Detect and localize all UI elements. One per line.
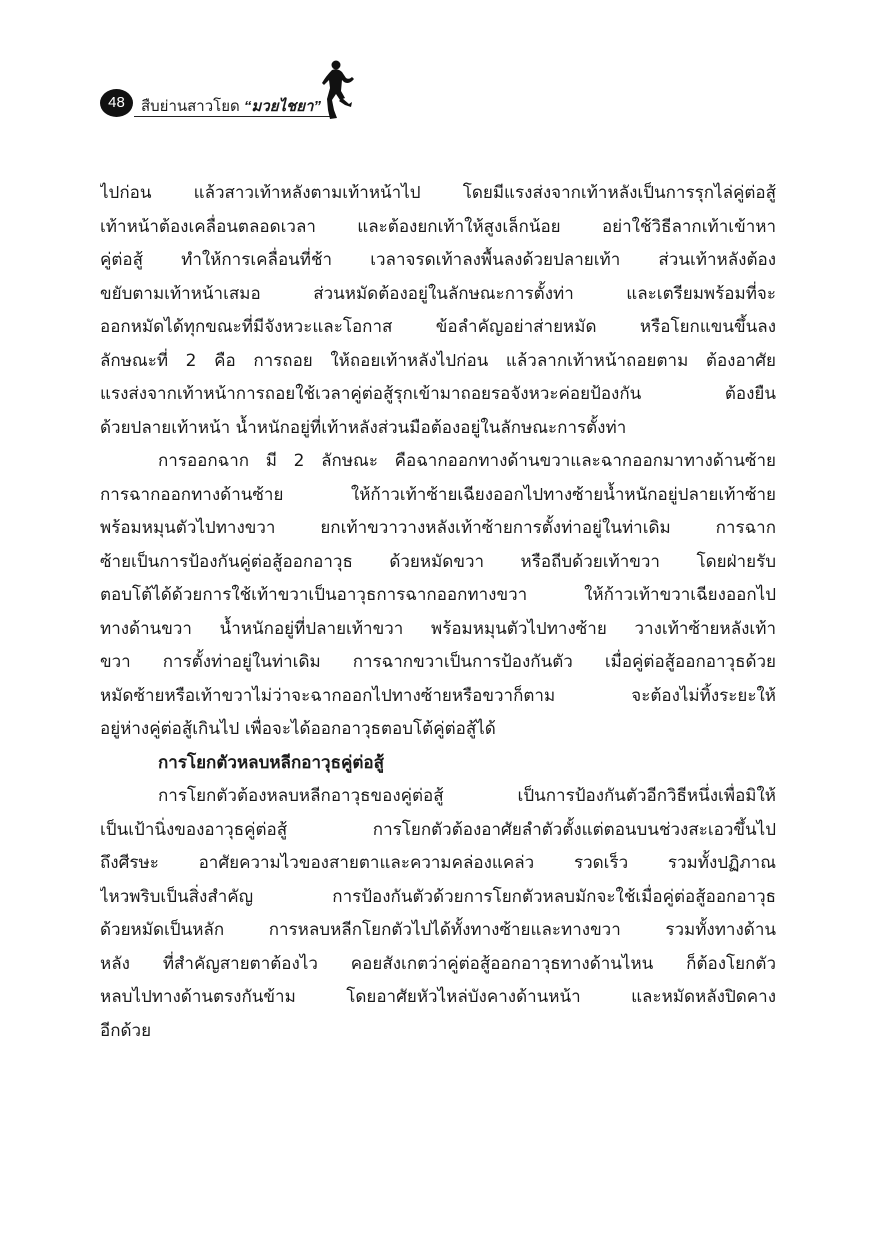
page-header (96, 58, 356, 122)
text-line: คู่ต่อสู้ ทำให้การเคลื่อนที่ช้า เวลาจรดเท้าลงพื้นลงด้วยปลายเท้า ส่วนเท้าหลังต้อง (100, 250, 776, 270)
text-line: อีกด้วย (100, 1020, 152, 1041)
body-text (100, 177, 776, 1048)
header-rule (134, 116, 332, 117)
text-line: อยู่ห่างคู่ต่อสู้เกินไป เพื่อจะได้ออกอาวุธตอบโต้คู่ต่อสู้ได้ (100, 719, 496, 739)
text-line: ออกหมัดได้ทุกขณะที่มีจังหวะและโอกาส ข้อลำคัญอย่าส่ายหมัด หรือโยกแขนขึ้นลง (100, 317, 776, 337)
text-line: หลัง ที่สำคัญสายตาต้องไว คอยสังเกตว่าคู่ต่อสู้ออกอาวุธทางด้านไหน ก็ต้องโยกตัว (100, 953, 776, 974)
book-title-emphasis: “มวยไชยา” (243, 98, 321, 115)
paragraph-3 (100, 780, 776, 1048)
text-line: ขยับตามเท้าหน้าเสมอ ส่วนหมัดต้องอยู่ในลักษณะการตั้งท่า และเตรียมพร้อมที่จะ (100, 283, 776, 304)
text-line: ทางด้านขวา น้ำหนักอยู่ที่ปลายเท้าขวา พร้อมหมุนตัวไปทางซ้าย วางเท้าซ้ายหลังเท้า (100, 618, 776, 639)
text-line: แรงส่งจากเท้าหน้าการถอยใช้เวลาคู่ต่อสู้รุกเข้ามาถอยรอจังหวะค่อยป้องกัน ต้องยืน (100, 384, 776, 404)
text-line: การโยกตัวต้องหลบหลีกอาวุธของคู่ต่อสู้ เป็นการป้องกันตัวอีกวิธีหนึ่งเพื่อมิให้ (158, 786, 776, 806)
text-line: พร้อมหมุนตัวไปทางขวา ยกเท้าขวาวางหลังเท้าซ้ายการตั้งท่าอยู่ในท่าเดิม การฉาก (100, 518, 776, 538)
page-number-badge: 48 (100, 89, 133, 117)
paragraph-2 (100, 445, 776, 747)
book-title-prefix: สืบย่านสาวโยด (141, 98, 244, 115)
text-line: ด้วยปลายเท้าหน้า น้ำหนักอยู่ที่เท้าหลังส่วนมือต้องอยู่ในลักษณะการตั้งท่า (100, 417, 627, 438)
text-line: ถึงศีรษะ อาศัยความไวของสายตาและความคล่องแคล่ว รวดเร็ว รวมทั้งปฏิภาณ (100, 853, 776, 873)
text-line: ขวา การตั้งท่าอยู่ในท่าเดิม การฉากขวาเป็นการป้องกันตัว เมื่อคู่ต่อสู้ออกอาวุธด้วย (100, 652, 776, 672)
text-line: ตอบโต้ได้ด้วยการใช้เท้าขวาเป็นอาวุธการฉากออกทางขวา ให้ก้าวเท้าขวาเฉียงออกไป (100, 585, 776, 605)
text-line: ไปก่อน แล้วสาวเท้าหลังตามเท้าหน้าไป โดยมีแรงส่งจากเท้าหลังเป็นการรุกไล่คู่ต่อสู้ (100, 183, 776, 203)
text-line: การออกฉาก มี 2 ลักษณะ คือฉากออกทางด้านขวาและฉากออกมาทางด้านซ้าย (158, 451, 776, 471)
text-line: ซ้ายเป็นการป้องกันคู่ต่อสู้ออกอาวุธ ด้วยหมัดขวา หรือถีบด้วยเท้าขวา โดยฝ่ายรับ (100, 551, 776, 572)
text-line: ด้วยหมัดเป็นหลัก การหลบหลีกโยกตัวไปได้ทั้งทางซ้ายและทางขวา รวมทั้งทางด้าน (100, 920, 776, 940)
text-line: เท้าหน้าต้องเคลื่อนตลอดเวลา และต้องยกเท้าให้สูงเล็กน้อย อย่าใช้วิธีลากเท้าเข้าหา (100, 216, 776, 237)
text-line: ลักษณะที่ 2 คือ การถอย ให้ถอยเท้าหลังไปก่อน แล้วลากเท้าหน้าถอยตาม ต้องอาศัย (100, 350, 776, 371)
text-line: หมัดซ้ายหรือเท้าขวาไม่ว่าจะฉากออกไปทางซ้ายหรือขวาก็ตาม จะต้องไม่ทิ้งระยะให้ (100, 685, 776, 706)
section-heading: การโยกตัวหลบหลีกอาวุธคู่ต่อสู้ (158, 752, 384, 773)
book-title (141, 94, 321, 118)
paragraph-1 (100, 177, 776, 445)
text-line: การฉากออกทางด้านซ้าย ให้ก้าวเท้าซ้ายเฉียงออกไปทางซ้ายน้ำหนักอยู่ปลายเท้าซ้าย (100, 484, 776, 505)
text-line: หลบไปทางด้านตรงกันข้าม โดยอาศัยหัวไหล่บังคางด้านหน้า และหมัดหลังปิดคาง (100, 987, 776, 1007)
text-line: เป็นเป้านิ่งของอาวุธคู่ต่อสู้ การโยกตัวต้องอาศัยลำตัวตั้งแต่ตอนบนช่วงสะเอวขึ้นไป (100, 819, 776, 840)
boxer-silhouette-icon (318, 58, 358, 122)
text-line: ไหวพริบเป็นสิ่งสำคัญ การป้องกันตัวด้วยการโยกตัวหลบมักจะใช้เมื่อคู่ต่อสู้ออกอาวุธ (100, 886, 776, 907)
